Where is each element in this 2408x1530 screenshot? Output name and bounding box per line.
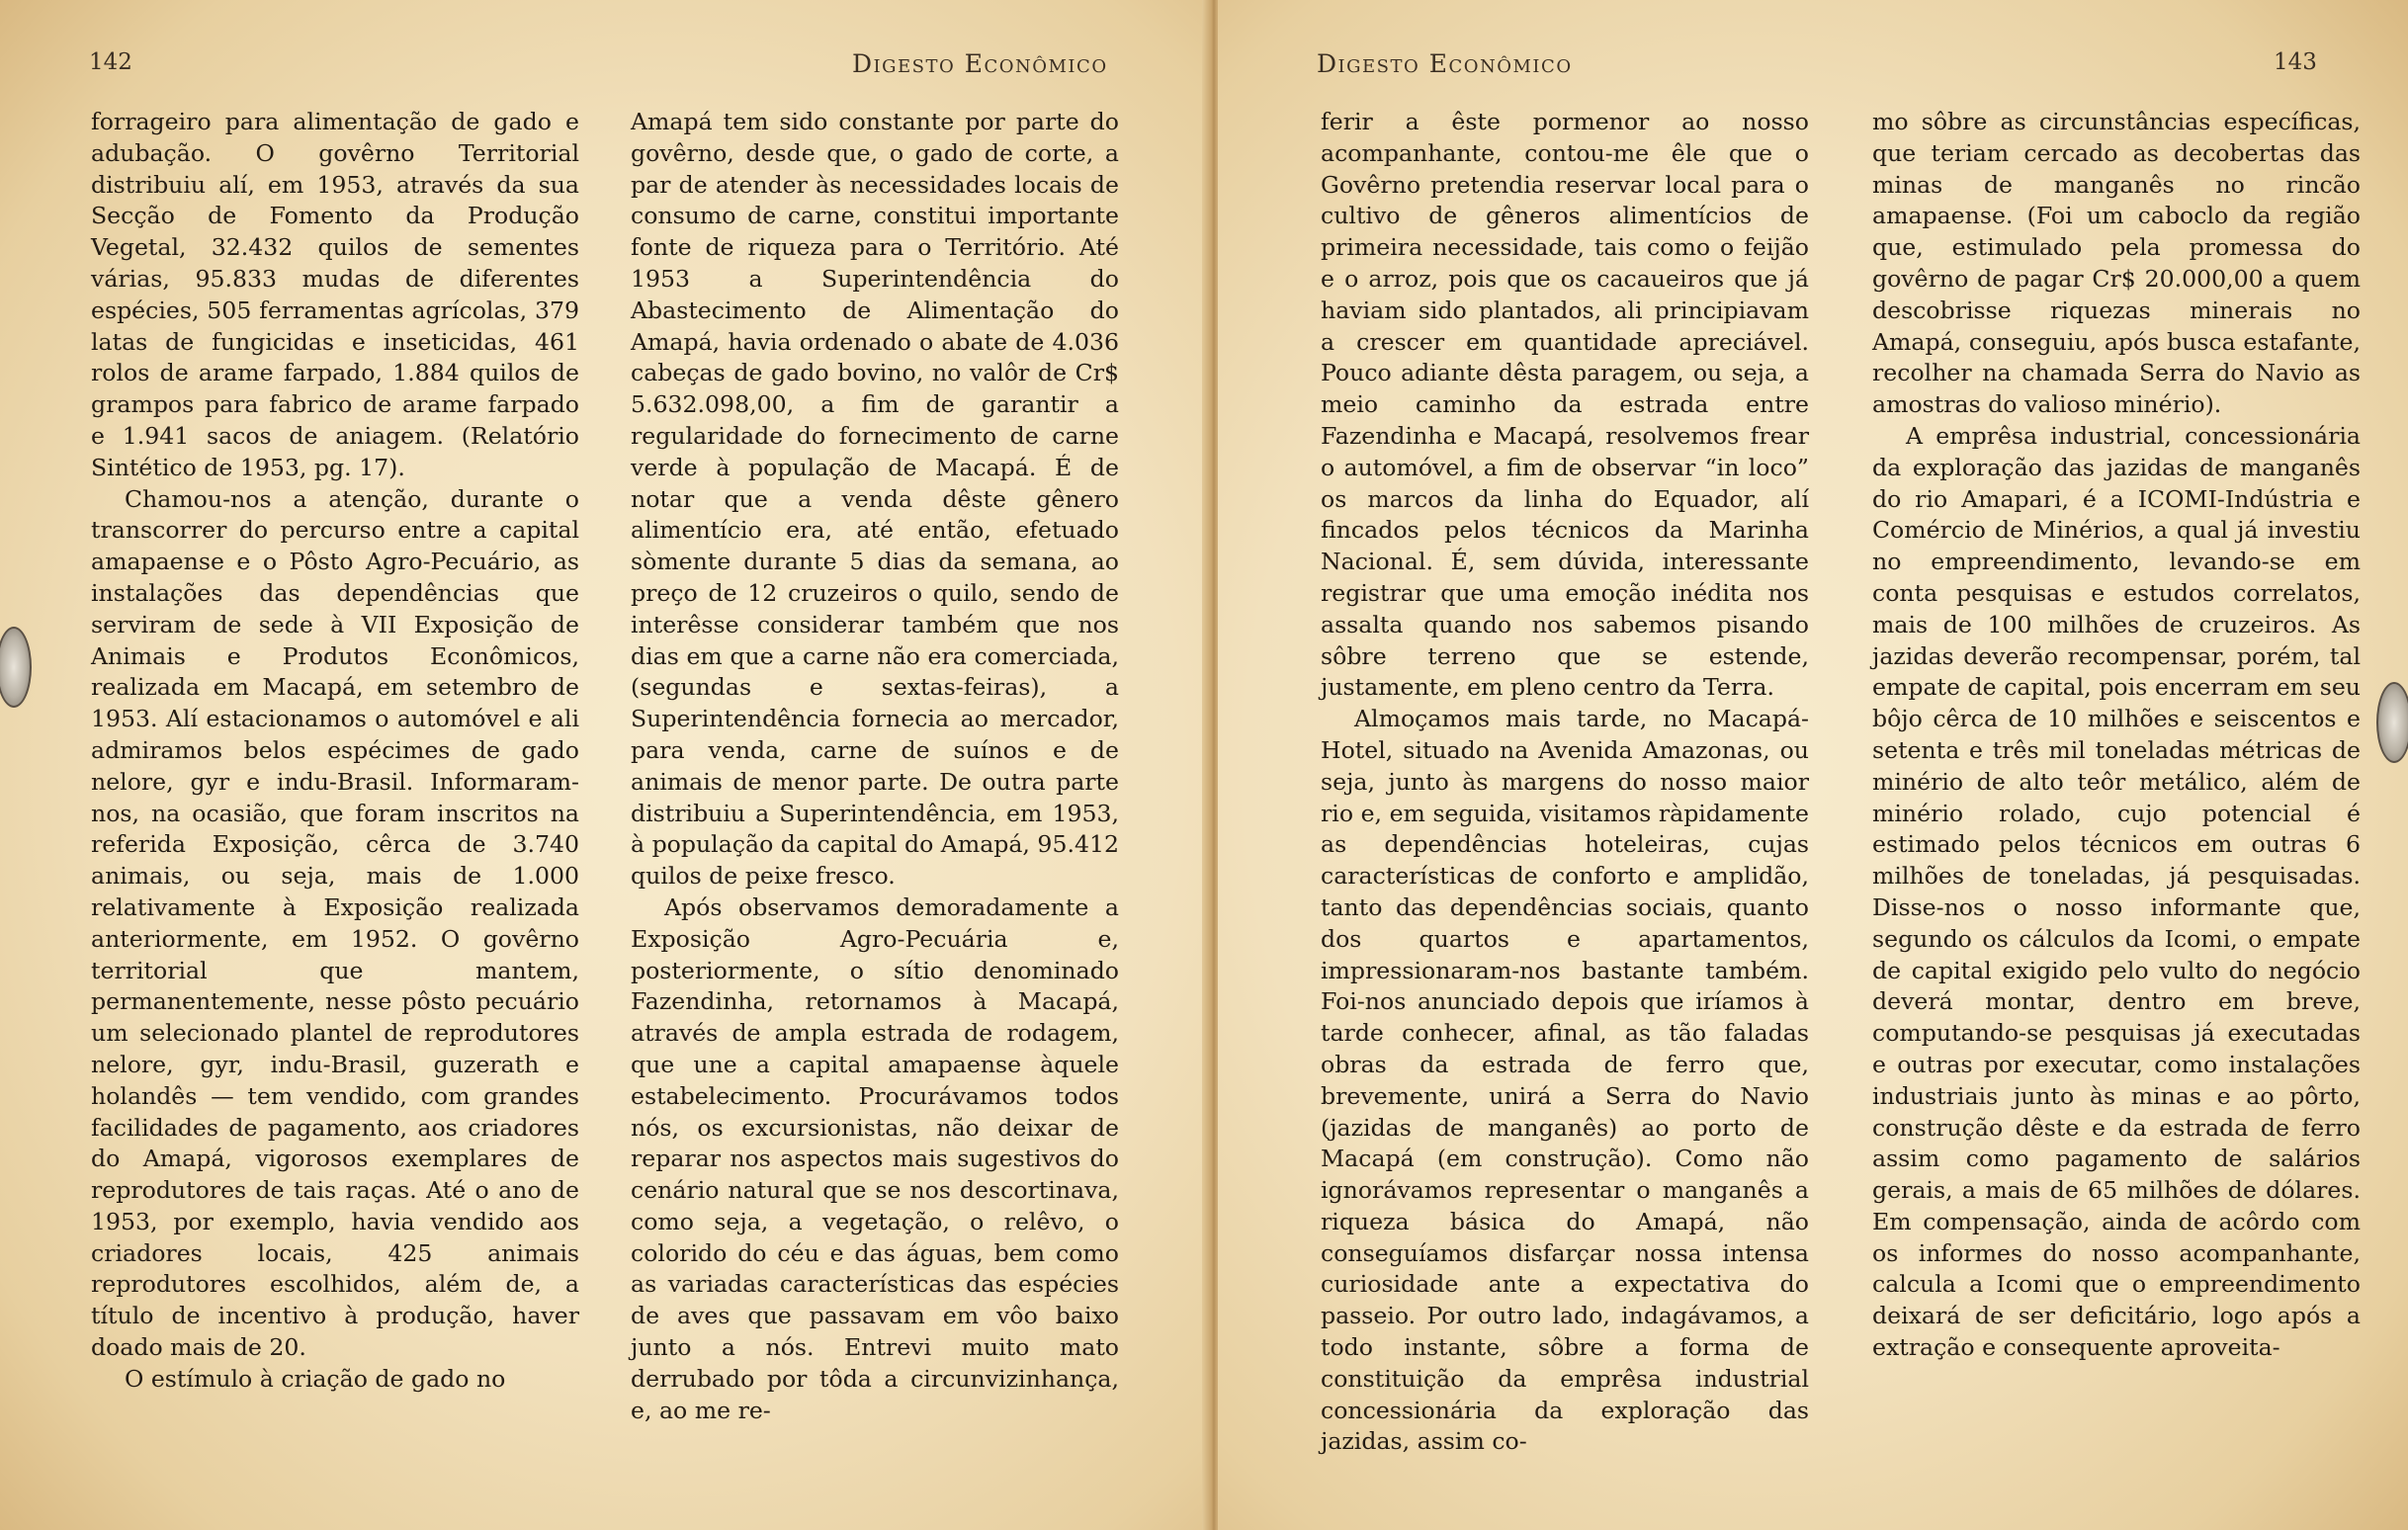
running-head-right: Digesto Econômico (1317, 49, 1573, 78)
running-head-left: Digesto Econômico (852, 49, 1108, 78)
paragraph: A emprêsa industrial, concessionária da exploração das jazidas de manganês do rio Amapari, é a ICOMI-Indústria e Comércio de Minérios, a qual já investiu no empreendimento, levando-se em conta pesquisas e estudos correlatos, mais de 100 milhões de cruzeiros. As jazidas deverão recompensar, porém, tal empate de capital, pois encerram em seu bôjo cêrca de 10 milhões e seiscentos e setenta e três mil toneladas métricas de minério de alto teôr metálico, além de minério rolado, cujo potencial é estimado pelos técnicos em outras 6 milhões de toneladas, já pesquisadas. Disse-nos o nosso informante que, segundo os cálculos da Icomi, o empate de capital exigido pelo vulto do negócio deverá montar, dentro em breve, computando-se pesquisas já executadas e outras por executar, como instalações industriais junto às minas e ao pôrto, construção dêste e da estrada de ferro assim como pagamento de salários gerais, a mais de 65 milhões de dólares. Em compensação, ainda de acôrdo com os informes do nosso acompanhante, calcula a Icomi que o empreendimento deixará de ser deficitário, logo após a extração e consequente aproveita- (1872, 421, 2361, 1362)
paragraph: Após observamos demoradamente a Exposição Agro-Pecuária e, posteriormente, o sítio denominado Fazendinha, retornamos à Macapá, através de ampla estrada de rodagem, que une a capital amapaense àquele estabelecimento. Procurávamos todos nós, os excursionistas, não deixar de reparar nos aspectos mais sugestivos do cenário natural que se nos descortinava, como seja, a vegetação, o relêvo, o colorido do céu e das águas, bem como as variadas características das espécies de aves que passavam em vôo baixo junto a nós. Entrevi muito mato derrubado por tôda a circunvizinhança, e, ao me re- (631, 892, 1119, 1424)
right-page (1218, 0, 2408, 1530)
paragraph: Almoçamos mais tarde, no Macapá-Hotel, situado na Avenida Amazonas, ou seja, junto às margens do nosso maior rio e, em seguida, visitamos ràpidamente as dependências hoteleiras, cujas características de conforto e amplidão, tanto das dependências sociais, quanto dos quartos e apartamentos, impressionaram-nos bastante também. Foi-nos anunciado depois que iríamos à tarde conhecer, afinal, as tão faladas obras da estrada de ferro que, brevemente, unirá a Serra do Navio (jazidas de manganês) ao porto de Macapá (em construção). Como não ignorávamos representar o manganês a riqueza básica do Amapá, não conseguíamos disfarçar nossa intensa curiosidade ante a expectativa do passeio. Por outro lado, indagávamos, a todo instante, sôbre a forma de constituição da emprêsa industrial concessionária da exploração das jazidas, assim co- (1321, 705, 1809, 1456)
left-column-2 (631, 107, 1119, 1426)
paragraph: Chamou-nos a atenção, durante o transcorrer do percurso entre a capital amapaense e o Pôsto Agro-Pecuário, as instalações das dependências que serviram de sede à VII Exposição de Animais e Produtos Econômicos, realizada em Macapá, em setembro de 1953. Alí estacionamos o automóvel e ali admiramos belos espécimes de gado nelore, gyr e indu-Brasil. Informaram-nos, na ocasião, que foram inscritos na referida Exposição, cêrca de 3.740 animais, ou seja, mais de 1.000 relativamente à Exposição realizada anteriormente, em 1952. O govêrno territorial que mantem, permanentemente, nesse pôsto pecuário um selecionado plantel de reprodutores nelore, gyr, indu-Brasil, guzerath e holandês — tem vendido, com grandes facilidades de pagamento, aos criadores do Amapá, vigorosos exemplares de reprodutores de tais raças. Até o ano de 1953, por exemplo, havia vendido aos criadores locais, 425 animais reprodutores escolhidos, além de, a título de incentivo à produção, haver doado mais de 20. (91, 484, 579, 1362)
paragraph: Amapá tem sido constante por parte do govêrno, desde que, o gado de corte, a par de atender às necessidades locais de consumo de carne, constitui importante fonte de riqueza para o Território. Até 1953 a Superintendência do Abastecimento de Alimentação do Amapá, havia ordenado o abate de 4.036 cabeças de gado bovino, no valôr de Cr$ 5.632.098,00, a fim de garantir a regularidade do fornecimento de carne verde à população de Macapá. É de notar que a venda dêste gênero alimentício era, até então, efetuado sòmente durante 5 dias da semana, ao preço de 12 cruzeiros o quilo, sendo de interêsse considerar também que nos dias em que a carne não era comerciada, (segundas e sextas-feiras), a Superintendência fornecia ao mercador, para venda, carne de suínos e de animais de menor parte. De outra parte distribuiu a Superintendência, em 1953, à população da capital do Amapá, 95.412 quilos de peixe fresco. (631, 108, 1119, 891)
page-number-left: 142 (89, 49, 132, 75)
right-column-1 (1321, 107, 1809, 1458)
paragraph: forrageiro para alimentação de gado e adubação. O govêrno Territorial distribuiu alí, em 1953, através da sua Secção de Fomento da Produção Vegetal, 32.432 quilos de sementes várias, 95.833 mudas de diferentes espécies, 505 ferramentas agrícolas, 379 latas de fungicidas e inseticidas, 461 rolos de arame farpado, 1.884 quilos de grampos para fabrico de arame farpado e 1.941 sacos de aniagem. (Relatório Sintético de 1953, pg. 17). (91, 108, 579, 481)
paragraph: ferir a êste pormenor ao nosso acompanhante, contou-me êle que o Govêrno pretendia reservar local para o cultivo de gêneros alimentícios de primeira necessidade, tais como o feijão e o arroz, pois que os cacaueiros que já haviam sido plantados, ali principiavam a crescer em quantidade apreciável. Pouco adiante dêsta paragem, ou seja, a meio caminho da estrada entre Fazendinha e Macapá, resolvemos frear o automóvel, a fim de observar “in loco” os marcos da linha do Equador, alí fincados pelos técnicos da Marinha Nacional. É, sem dúvida, interessante registrar que uma emoção inédita nos assalta quando nos sabemos pisando sôbre terreno que se estende, justamente, em pleno centro da Terra. (1321, 108, 1809, 702)
right-column-2 (1872, 107, 2361, 1364)
left-column-1 (91, 107, 579, 1396)
paragraph: mo sôbre as circunstâncias específicas, que teriam cercado as decobertas das minas de manganês no rincão amapaense. (Foi um caboclo da região que, estimulado pela promessa do govêrno de pagar Cr$ 20.000,00 a quem descobrisse riquezas minerais no Amapá, conseguiu, após busca estafante, recolher na chamada Serra do Navio as amostras do valioso minério). (1872, 108, 2361, 419)
binding-hole-left (0, 627, 32, 708)
page-number-right: 143 (2274, 49, 2317, 75)
binding-hole-right (2376, 682, 2408, 763)
paragraph: O estímulo à criação de gado no (125, 1364, 506, 1393)
